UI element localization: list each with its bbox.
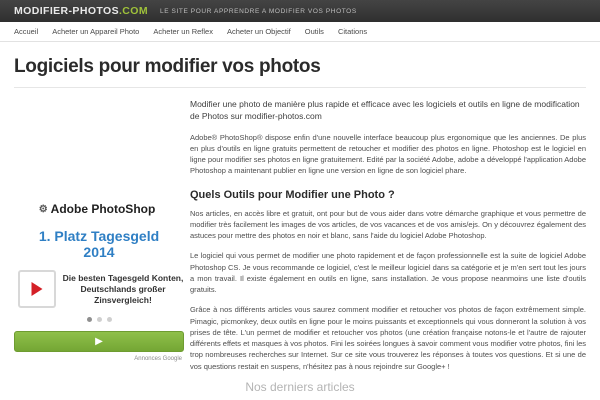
sidebar-photoshop-label: Adobe PhotoShop <box>50 202 156 216</box>
ad-logo-icon <box>18 270 56 308</box>
article-lead: Modifier une photo de manière plus rapide et efficace avec les logiciels et outils en ligne de modification de Photos sur modifier-photos.com <box>190 99 580 122</box>
site-tagline: LE SITE POUR APPRENDRE A MODIFIER VOS PHOTOS <box>160 7 357 15</box>
carousel-dot-3[interactable] <box>107 317 112 322</box>
ad-body <box>14 270 184 308</box>
site-logo[interactable] <box>14 5 148 17</box>
ad-body-text: Die besten Tagesgeld Konten, Deutschlands großer Zinsvergleich! <box>62 272 184 305</box>
main-navigation <box>0 22 600 42</box>
carousel-dot-2[interactable] <box>97 317 102 322</box>
carousel-dot-1[interactable] <box>87 317 92 322</box>
sidebar-photoshop-heading <box>14 202 180 216</box>
gear-icon: ⚙ <box>38 204 48 215</box>
article-column <box>190 98 586 381</box>
play-triangle-icon <box>32 282 43 296</box>
article-paragraph-1: Adobe® PhotoShop® dispose enfin d'une nouvelle interface beaucoup plus ergonomique que les anciennes. De plus en plus d'outils en ligne gratuits permettent de retoucher et modifier des photos en ligne. Photoshop est le logiciel en ligne pour modifier ses photos en ligne gratuitement. Edité par la société Adobe, adobe a développé l'application Adobe Photoshop a maintenant publier en ligne une version en ligne de son logiciel phare. <box>190 132 586 176</box>
ad-cta-button[interactable]: ▶ <box>14 331 184 352</box>
logo-dotcom-text: .COM <box>118 5 148 17</box>
content-area <box>0 88 600 381</box>
ad-title-line1: 1. Platz Tagesgeld <box>38 228 160 244</box>
top-bar <box>0 0 600 22</box>
article-paragraph-4: Grâce à nos différents articles vous saurez comment modifier et retoucher vos photos de façon extrêmement simple. Pimagic, picmonkey, deux outils en ligne pour le moins puissants et exceptionnels qui vous donneront la solution à vos prises de tête. L'un permet de modifier et retoucher vos photos (une création française notons-le et l'autre de rajouter différents effets et masques à vos photos. Fini les soirées longues à savoir comment vous modifier votre photos, fini les trop nombreuses recherches sur Internet. Sur ce site vous trouverez les réponses à toutes vos questions. Et si une de vos questions restait en suspens, n'hésitez pas à nous rejoindre sur Google+ ! <box>190 305 586 371</box>
ad-title <box>14 228 184 260</box>
nav-item-acheter-reflex[interactable]: Acheter un Reflex <box>153 27 213 36</box>
logo-main-text: MODIFIER-PHOTOS <box>14 5 119 17</box>
nav-item-accueil[interactable]: Accueil <box>14 27 39 36</box>
ad-attribution: Annonces Google <box>134 356 182 363</box>
article-paragraph-2: Nos articles, en accès libre et gratuit, ont pour but de vous aider dans votre démarche graphique et vous permettre de modifier très facilement les images de vos articles, de vos vacances et de vos amis/ejs. On y découvrez également des astuces pour mettre des photos en noir et blanc, sans l'aide du logiciel Adobe Photoshop. <box>190 208 586 241</box>
article-paragraph-3: Le logiciel qui vous permet de modifier une photo rapidement et de façon professionnelle est la suite de logiciel Adobe Photoshop CS. Je vous recommande ce logiciel, c'est le meilleur logiciel dans sa catégorie et je m'en sert tout les jours a mon travail. Il existe également en outils en ligne, sans installation. Je vous propose neanmoins une liste d'outils gratuits. <box>190 251 586 295</box>
advertisement-block[interactable] <box>14 228 184 362</box>
ad-carousel-dots[interactable] <box>14 317 184 322</box>
latest-articles-heading: Nos derniers articles <box>245 380 355 394</box>
nav-item-outils[interactable]: Outils <box>304 27 324 36</box>
article-subheading: Quels Outils pour Modifier une Photo ? <box>190 188 395 201</box>
nav-item-citations[interactable]: Citations <box>337 27 368 36</box>
nav-item-acheter-objectif[interactable]: Acheter un Objectif <box>226 27 291 36</box>
nav-item-acheter-appareil-photo[interactable]: Acheter un Appareil Photo <box>52 27 140 36</box>
ad-title-year: 2014 <box>83 244 115 261</box>
page-title: Logiciels pour modifier vos photos <box>14 56 321 77</box>
sidebar-column <box>14 98 190 381</box>
